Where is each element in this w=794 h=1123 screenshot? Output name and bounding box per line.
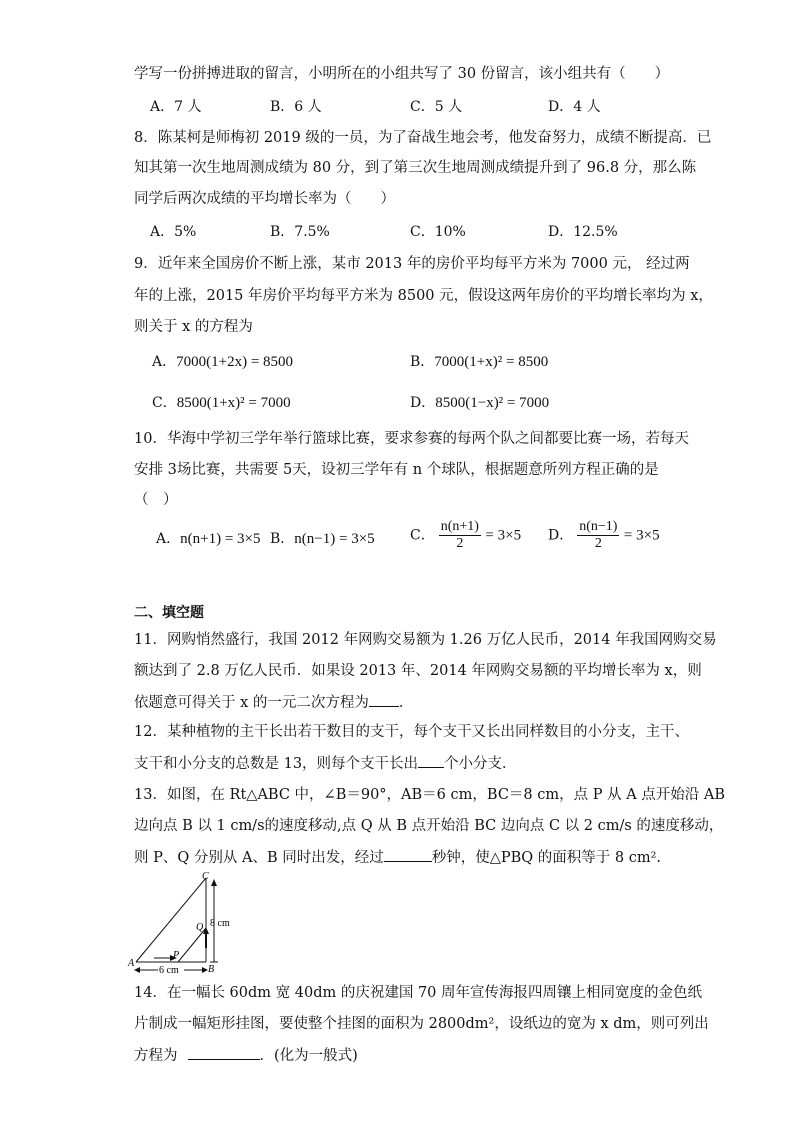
q14-line3-text: 方程为 (134, 1048, 178, 1064)
q14-line3-end: ．(化为一般式) (259, 1048, 358, 1064)
q8-option-b: B．7.5% (270, 224, 330, 240)
q11-line3-text: 依题意可得关于 x 的一元二次方程为 (134, 695, 369, 711)
label-bc-length: 8 cm (210, 918, 230, 929)
q10-option-a-equation: n(n+1) = 3×5 (180, 531, 261, 547)
q8-line1: 8．陈某柯是师梅初 2019 级的一员，为了奋战生地会考，他发奋努力，成绩不断提高．已 (134, 130, 712, 146)
q7-option-a: A．7 人 (150, 99, 202, 115)
q10-option-a (156, 529, 261, 549)
q10-option-c (410, 519, 521, 552)
q14-line1: 14．在一幅长 60dm 宽 40dm 的庆祝建国 70 周年宣传海报四周镶上相同宽度的金色纸 (134, 985, 703, 1001)
q9-option-b-equation: 7000(1+x)² = 8500 (434, 354, 549, 370)
label-p: P (173, 950, 180, 961)
q12-line2-text: 支干和小分支的总数是 13，则每个支干长出 (134, 756, 419, 772)
q9-option-d-equation: 8500(1−x)² = 7000 (435, 395, 550, 411)
q10-option-c-denominator: 2 (456, 536, 464, 551)
q14-line2: 片制成一幅矩形挂图，要使整个挂图的面积为 2800dm²，设纸边的宽为 x dm，则可列出 (134, 1016, 709, 1032)
section-heading-fill-in: 二、填空题 (134, 605, 204, 621)
q9-option-a-label: A． (152, 354, 177, 370)
label-q: Q (196, 922, 204, 933)
q7-option-c: C．5 人 (410, 99, 463, 115)
q12-line2 (134, 753, 517, 774)
q8-option-d: D．12.5% (548, 224, 618, 240)
q7-option-b: B．6 人 (270, 99, 322, 115)
q13-answer-blank[interactable] (384, 847, 432, 862)
q9-option-b (410, 352, 548, 372)
q8-line2: 知其第一次生地周测成绩为 80 分，到了第三次生地周测成绩提升到了 96.8 分，那么陈 (134, 160, 697, 176)
q13-line3-end: 秒钟，使△PBQ 的面积等于 8 cm². (431, 850, 662, 866)
q9-option-a (152, 352, 293, 372)
q9-line3: 则关于 x 的方程为 (134, 319, 253, 335)
q11-line3-end: ． (398, 695, 414, 711)
q9-line2: 年的上涨，2015 年房价平均每平方米为 8500 元，假设这两年房价的平均增长率均为 x， (134, 288, 713, 304)
q10-option-c-numerator: n(n+1) (440, 519, 479, 534)
q11-answer-blank[interactable] (369, 692, 399, 707)
q12-line2-end: 个小分支． (444, 756, 517, 772)
label-b: B (208, 964, 215, 975)
q7-option-d: D．4 人 (548, 99, 601, 115)
q10-option-d-denominator: 2 (594, 536, 602, 551)
q13-line1: 13．如图，在 Rt△ABC 中，∠B＝90°，AB＝6 cm，BC＝8 cm，点 P 从 A 点开始沿 AB (134, 787, 726, 803)
q9-option-c (152, 393, 291, 413)
label-a: A (128, 958, 135, 969)
q10-option-c-label: C． (410, 527, 435, 544)
q13-line3 (134, 847, 661, 868)
q9-option-d-label: D． (410, 395, 436, 411)
label-ab-length: 6 cm (159, 965, 179, 976)
hypotenuse-ac (136, 878, 206, 962)
q9-option-a-equation: 7000(1+2x) = 8500 (176, 354, 294, 370)
q10-option-d-numerator: n(n−1) (579, 519, 618, 534)
q10-option-d-label: D． (548, 527, 574, 544)
q11-line2: 额达到了 2.8 万亿人民币．如果设 2013 年、2014 年网购交易额的平均增长率为 x，则 (134, 663, 702, 679)
q11-line1: 11．网购悄然盛行，我国 2012 年网购交易额为 1.26 万亿人民币，2014 年我国网购交易 (134, 632, 717, 648)
triangle-figure (126, 870, 236, 976)
q10-option-b-label: B． (270, 531, 295, 547)
q10-line1: 10．华海中学初三学年举行篮球比赛，要求参赛的每两个队之间都要比赛一场，若每天 (134, 431, 689, 447)
q12-line1: 12．某种植物的主干长出若干数目的支干，每个支干又长出同样数目的小分支，主干、 (134, 724, 689, 740)
q8-option-a: A．5% (150, 224, 197, 240)
q13-line2: 边向点 B 以 1 cm/s的速度移动,点 Q 从 B 点开始沿 BC 边向点 C 以 2 cm/s 的速度移动， (134, 818, 724, 834)
arrowhead-up-icon (211, 879, 217, 886)
q10-option-a-label: A． (156, 531, 181, 547)
arrowhead-left-icon (134, 967, 140, 973)
q9-option-d (410, 393, 549, 413)
q7-line1: 学写一份拼搏进取的留言，小明所在的小组共写了 30 份留言，该小组共有（ ） (134, 66, 670, 82)
q9-option-b-label: B． (410, 354, 435, 370)
q10-option-d-fraction (577, 519, 619, 552)
q14-answer-blank[interactable] (188, 1045, 260, 1060)
q10-option-b-equation: n(n−1) = 3×5 (294, 531, 375, 547)
q11-line3 (134, 692, 413, 713)
q10-option-c-fraction (439, 519, 481, 552)
q10-line3: （ ） (134, 492, 178, 508)
q10-option-c-rhs: = 3×5 (485, 527, 522, 544)
q9-option-c-label: C． (152, 395, 177, 411)
segment-pq (178, 928, 206, 962)
q10-option-d (548, 519, 660, 552)
q10-line2: 安排 3场比赛，共需要 5天，设初三学年有 n 个球队，根据题意所列方程正确的是 (134, 462, 659, 478)
q8-option-c: C．10% (410, 224, 466, 240)
q12-answer-blank[interactable] (418, 753, 444, 768)
q10-option-d-rhs: = 3×5 (623, 527, 660, 544)
label-c: C (202, 871, 209, 882)
q10-option-b (270, 529, 375, 549)
q14-line3 (134, 1045, 358, 1066)
q13-line3-text: 则 P、Q 分别从 A、B 同时出发，经过 (134, 850, 384, 866)
q9-line1: 9．近年来全国房价不断上涨，某市 2013 年的房价平均每平方米为 7000 元， 经过两 (134, 256, 690, 272)
q8-line3: 同学后两次成绩的平均增长率为（ ） (134, 191, 395, 207)
q9-option-c-equation: 8500(1+x)² = 7000 (176, 395, 291, 411)
